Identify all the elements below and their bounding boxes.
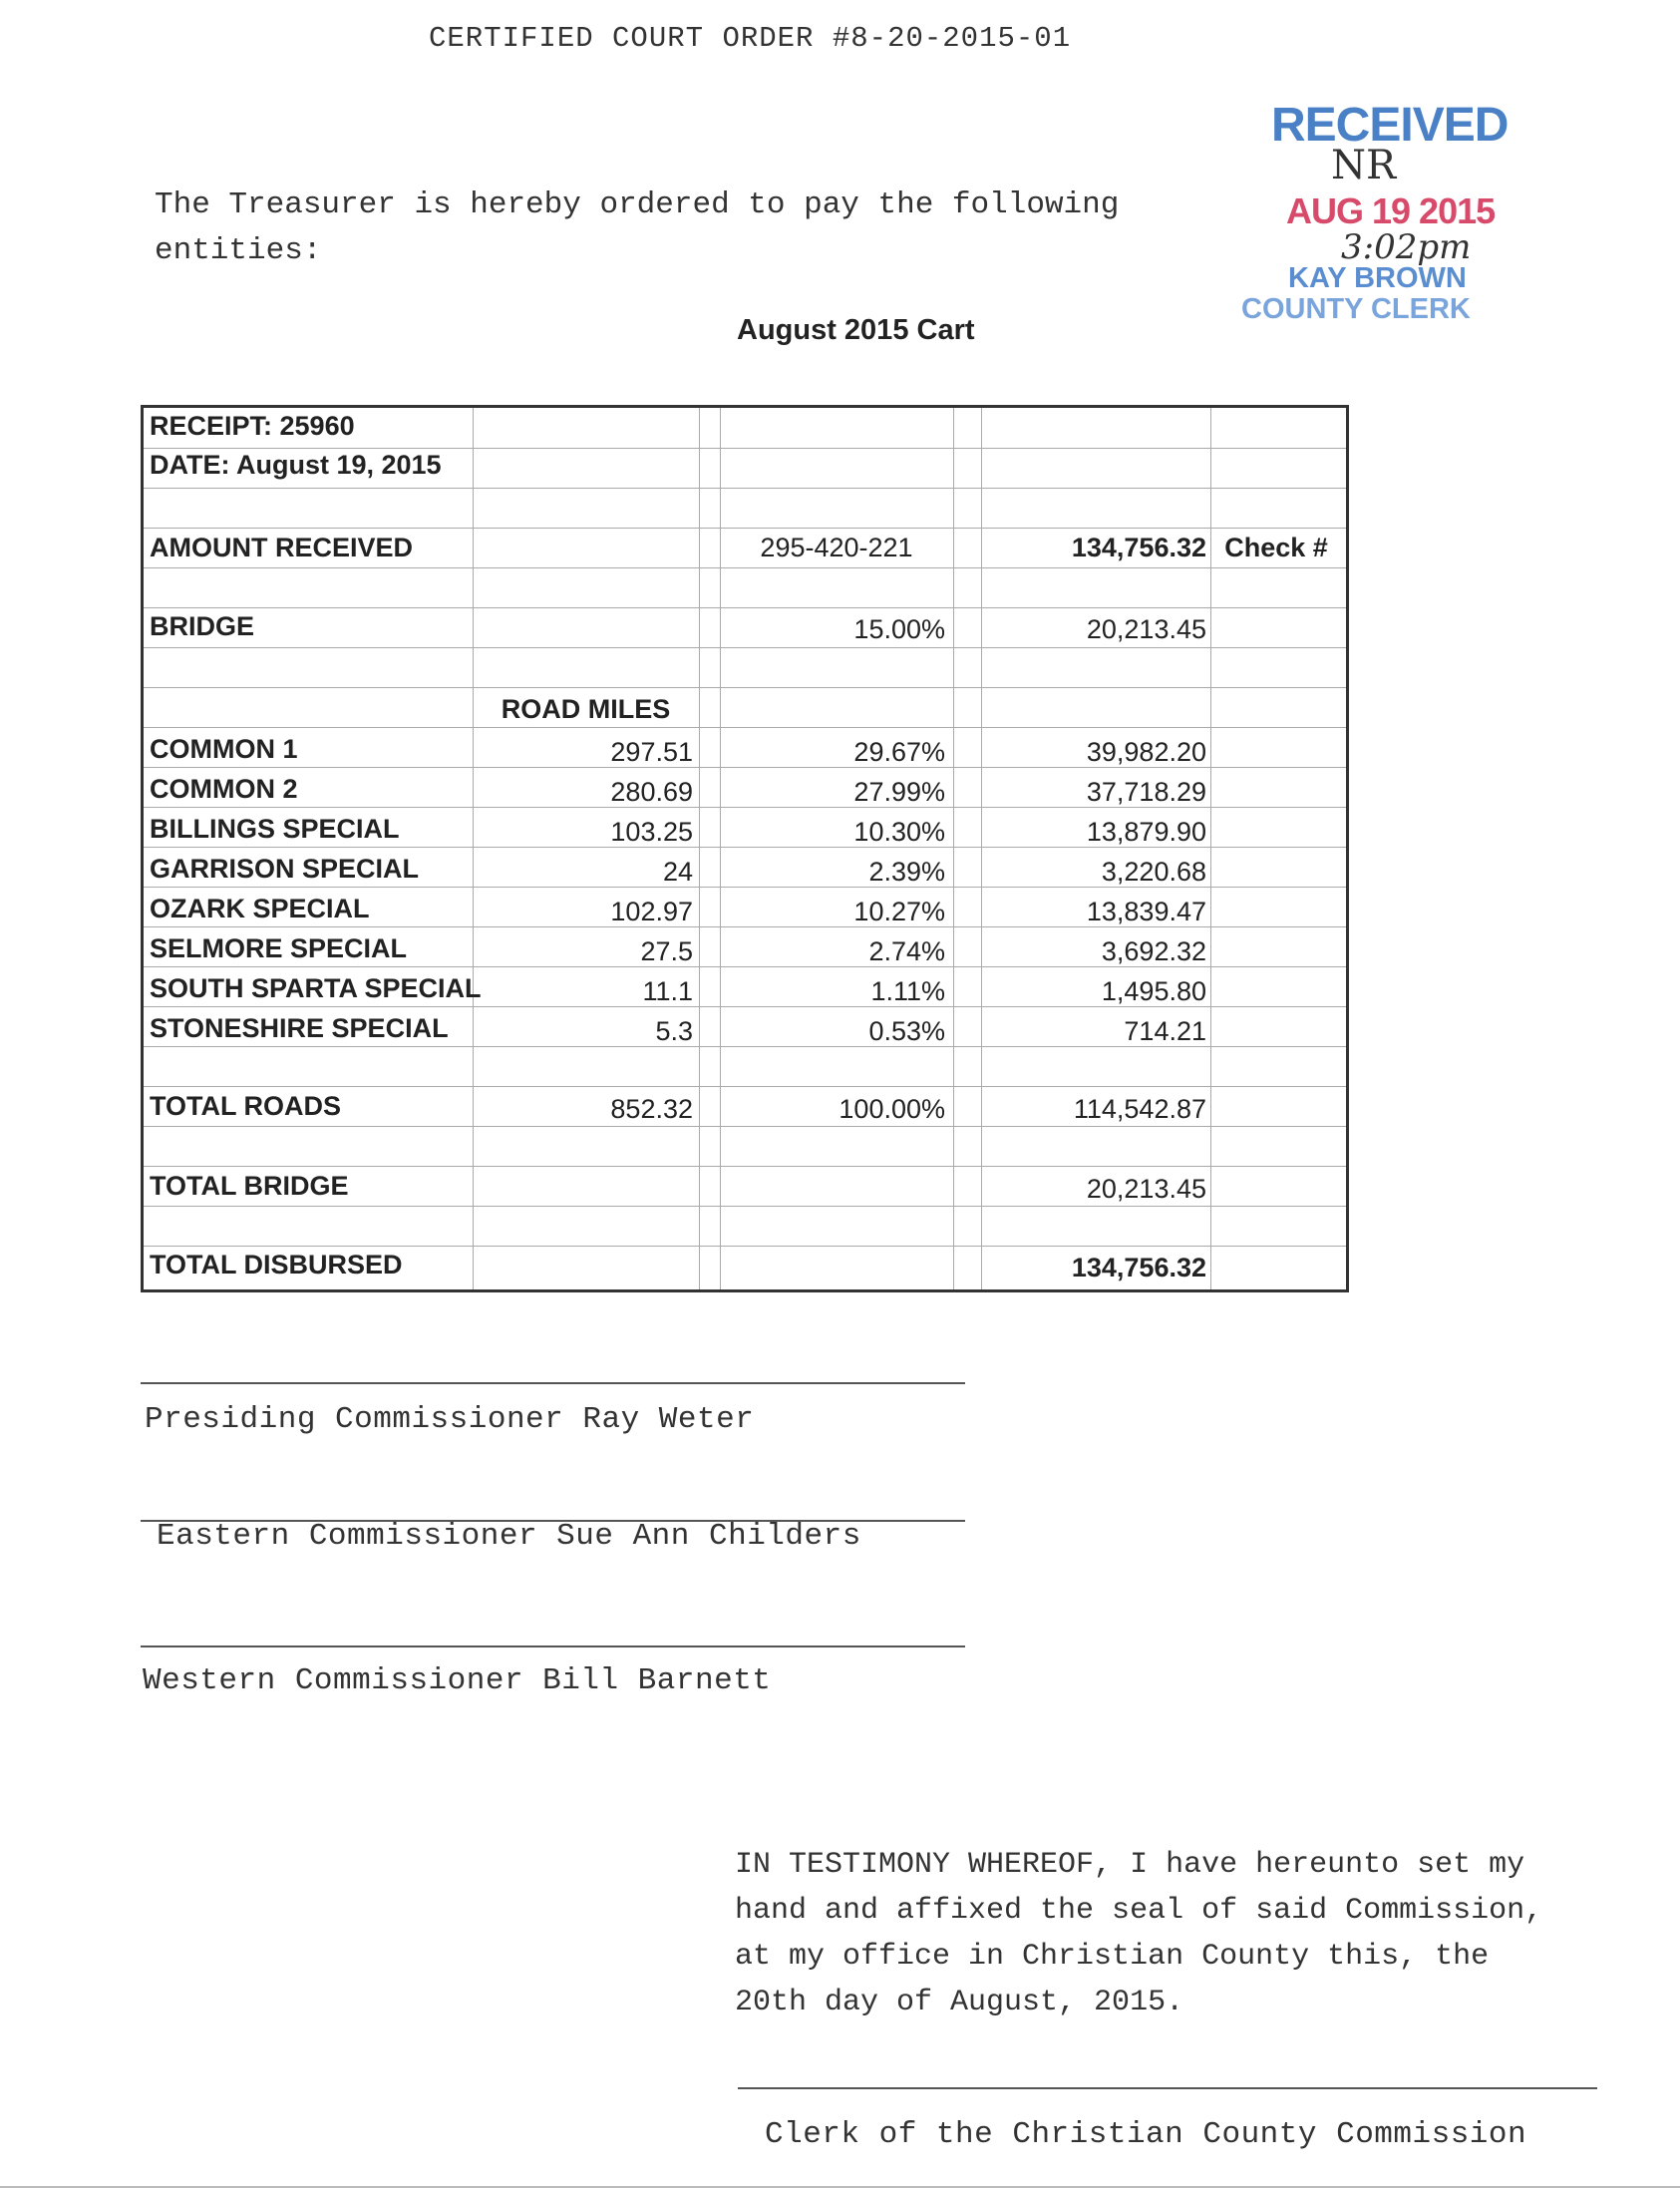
road-amount: 37,718.29: [1086, 777, 1206, 807]
intro-line-2: entities:: [155, 233, 322, 268]
bridge-percent: 15.00%: [853, 614, 945, 644]
stamp-clerk-name: KAY BROWN: [1288, 262, 1467, 294]
grid-line: [144, 1246, 1346, 1247]
signature-line: [141, 1645, 965, 1647]
receipt-date: DATE: August 19, 2015: [150, 450, 442, 480]
grid-line: [473, 408, 474, 1289]
road-name: OZARK SPECIAL: [150, 894, 370, 923]
stamp-date: AUG 19 2015: [1286, 190, 1496, 231]
road-percent: 2.74%: [868, 936, 945, 966]
road-name: COMMON 1: [150, 734, 298, 764]
intro-line-1: The Treasurer is hereby ordered to pay the following: [155, 187, 1120, 222]
road-miles: 27.5: [640, 936, 693, 966]
grid-line: [699, 408, 700, 1289]
disbursement-table: [141, 405, 1349, 1292]
road-miles: 103.25: [610, 817, 693, 847]
total-bridge-amount: 20,213.45: [1086, 1174, 1206, 1204]
grid-line: [953, 408, 954, 1289]
stamp-initials: NR: [1331, 143, 1397, 188]
grid-line: [144, 1086, 1346, 1087]
road-name: SOUTH SPARTA SPECIAL: [150, 973, 482, 1003]
grid-line: [144, 528, 1346, 529]
road-name: SELMORE SPECIAL: [150, 933, 408, 963]
road-amount: 3,220.68: [1101, 857, 1206, 887]
road-percent: 29.67%: [853, 737, 945, 767]
account-number: 295-420-221: [760, 533, 913, 562]
signature-line: [141, 1382, 965, 1384]
road-miles: 280.69: [610, 777, 693, 807]
road-miles-header: ROAD MILES: [501, 694, 671, 724]
road-percent: 10.27%: [853, 897, 945, 926]
road-miles: 102.97: [610, 897, 693, 926]
road-amount: 3,692.32: [1101, 936, 1206, 966]
check-number-label: Check #: [1224, 533, 1328, 562]
road-name: COMMON 2: [150, 774, 298, 804]
eastern-commissioner-name: Eastern Commissioner Sue Ann Childers: [157, 1519, 861, 1554]
road-miles: 297.51: [610, 737, 693, 767]
grid-line: [144, 687, 1346, 688]
road-amount: 39,982.20: [1086, 737, 1206, 767]
grid-line: [144, 1126, 1346, 1127]
presiding-commissioner-name: Presiding Commissioner Ray Weter: [145, 1402, 755, 1437]
road-percent: 27.99%: [853, 777, 945, 807]
grid-line: [144, 607, 1346, 608]
road-amount: 714.21: [1124, 1016, 1206, 1046]
road-amount: 1,495.80: [1101, 976, 1206, 1006]
grid-line: [144, 567, 1346, 568]
clerk-signature-line: [738, 2087, 1597, 2089]
amount-received-value: 134,756.32: [1071, 533, 1206, 562]
stamp-time: 3:02pm: [1341, 227, 1472, 267]
total-disbursed-amount: 134,756.32: [1071, 1253, 1206, 1282]
testimony-text: [735, 1842, 1542, 2025]
grid-line: [144, 448, 1346, 449]
total-roads-percent: 100.00%: [839, 1094, 945, 1124]
road-miles: 11.1: [642, 976, 693, 1006]
grid-line: [144, 727, 1346, 728]
grid-line: [144, 1206, 1346, 1207]
cart-title: August 2015 Cart: [737, 314, 975, 346]
grid-line: [144, 647, 1346, 648]
received-stamp: [1241, 98, 1520, 337]
road-percent: 10.30%: [853, 817, 945, 847]
road-name: GARRISON SPECIAL: [150, 854, 420, 884]
testimony-line-4: 20th day of August, 2015.: [735, 1986, 1184, 2019]
testimony-line-2: hand and affixed the seal of said Commission,: [735, 1894, 1543, 1928]
amount-received-label: AMOUNT RECEIVED: [150, 533, 414, 562]
total-roads-miles: 852.32: [610, 1094, 693, 1124]
total-roads-label: TOTAL ROADS: [150, 1091, 342, 1121]
bridge-label: BRIDGE: [150, 611, 255, 641]
road-name: BILLINGS SPECIAL: [150, 814, 400, 844]
total-roads-amount: 114,542.87: [1073, 1094, 1206, 1124]
road-amount: 13,879.90: [1086, 817, 1206, 847]
document-title: CERTIFIED COURT ORDER #8-20-2015-01: [429, 22, 1072, 55]
testimony-line-3: at my office in Christian County this, the: [735, 1940, 1490, 1974]
grid-line: [144, 488, 1346, 489]
road-percent: 2.39%: [868, 857, 945, 887]
stamp-received-text: RECEIVED: [1271, 99, 1509, 152]
testimony-line-1: IN TESTIMONY WHEREOF, I have hereunto set my: [735, 1848, 1525, 1882]
page-bottom-edge: [0, 2186, 1680, 2188]
road-name: STONESHIRE SPECIAL: [150, 1013, 449, 1043]
road-miles: 5.3: [655, 1016, 693, 1046]
clerk-title: Clerk of the Christian County Commission: [765, 2117, 1527, 2152]
road-amount: 13,839.47: [1086, 897, 1206, 926]
total-bridge-label: TOTAL BRIDGE: [150, 1171, 349, 1201]
bridge-amount: 20,213.45: [1086, 614, 1206, 644]
intro-text: [155, 183, 1119, 274]
grid-line: [144, 1166, 1346, 1167]
receipt-number: RECEIPT: 25960: [150, 411, 355, 441]
total-disbursed-label: TOTAL DISBURSED: [150, 1250, 403, 1279]
stamp-clerk-title: COUNTY CLERK: [1241, 293, 1471, 325]
road-miles: 24: [662, 857, 693, 887]
road-percent: 1.11%: [870, 976, 945, 1006]
road-percent: 0.53%: [868, 1016, 945, 1046]
western-commissioner-name: Western Commissioner Bill Barnett: [143, 1663, 772, 1698]
